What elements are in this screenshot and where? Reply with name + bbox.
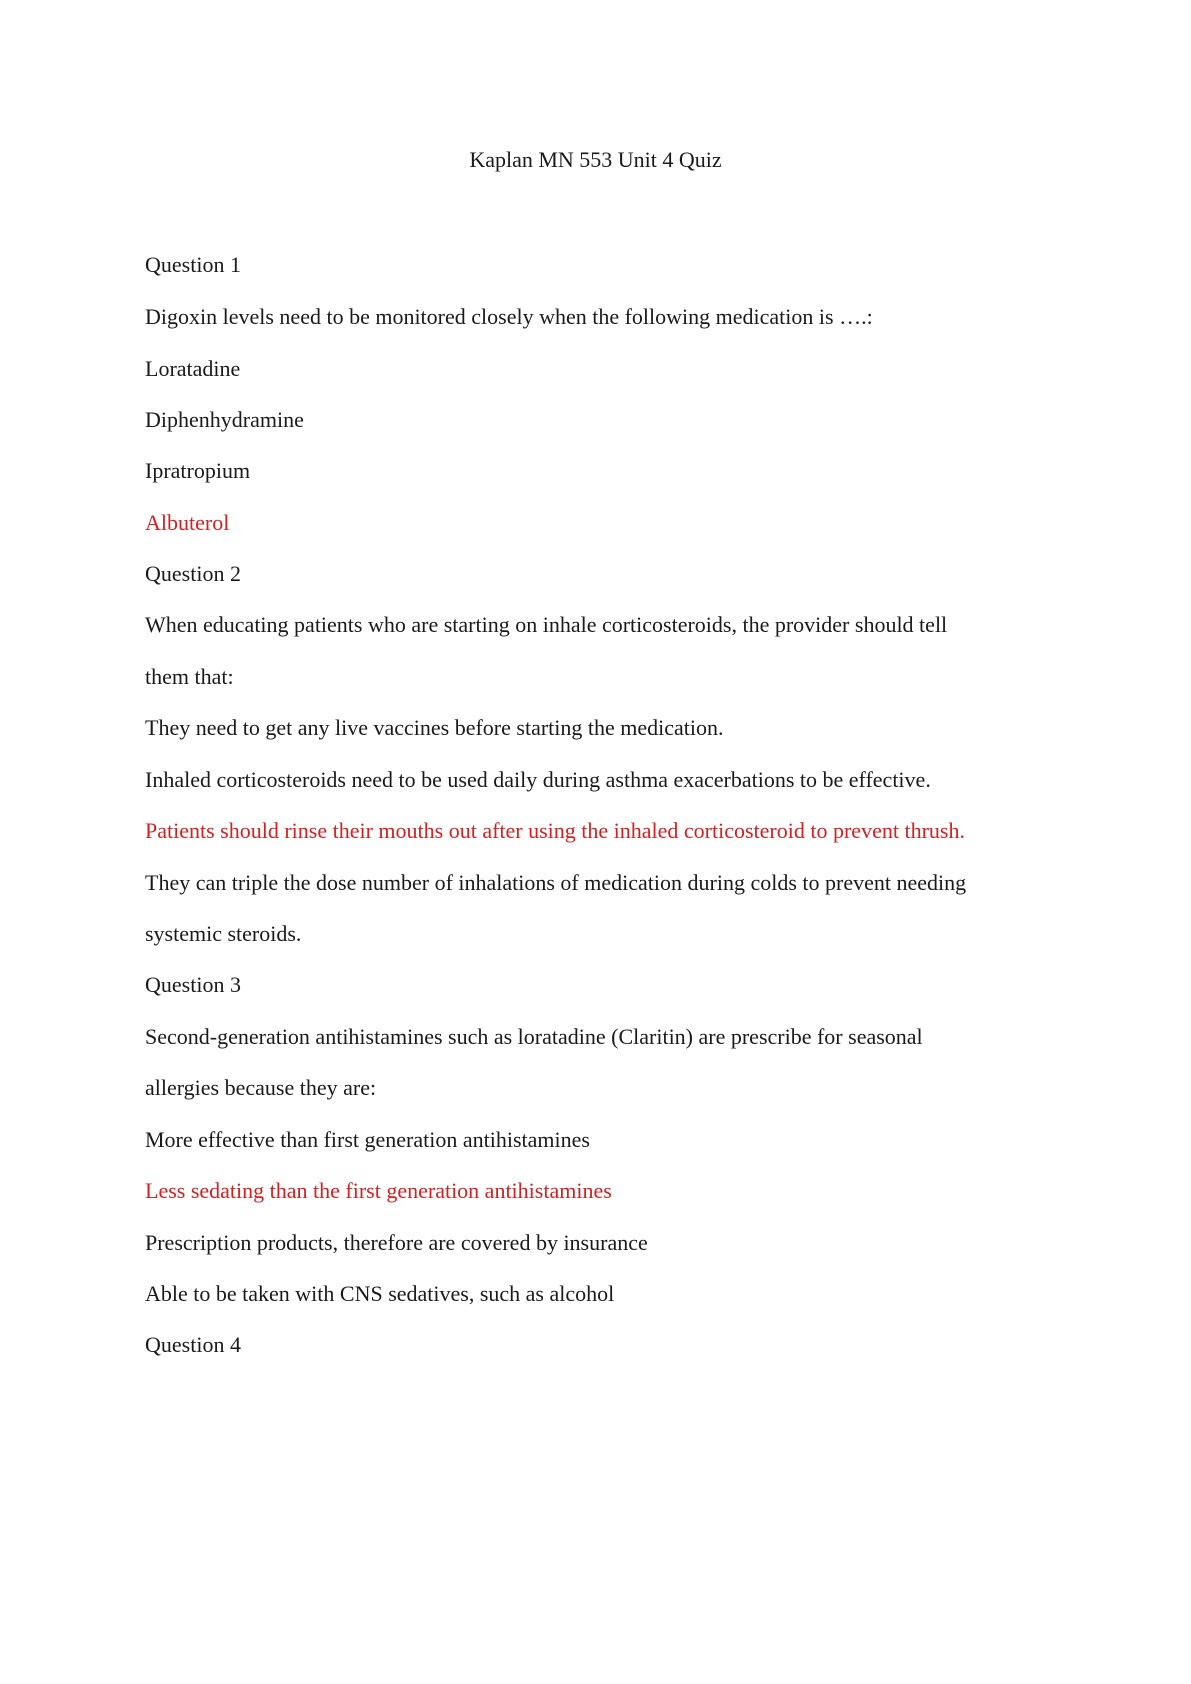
- question-2-option-3-correct: Patients should rinse their mouths out after using the inhaled corticosteroid to prevent thrush.: [145, 818, 965, 843]
- question-1-option-4-correct: Albuterol: [145, 510, 230, 535]
- question-3-option-2-correct: Less sedating than the first generation antihistamines: [145, 1178, 612, 1203]
- question-3-option-3: Prescription products, therefore are covered by insurance: [145, 1230, 648, 1255]
- question-2-option-1: They need to get any live vaccines before starting the medication.: [145, 715, 724, 740]
- question-3-prompt-line-1: Second-generation antihistamines such as loratadine (Claritin) are prescribe for seasonal: [145, 1024, 923, 1049]
- question-1-option-3: Ipratropium: [145, 458, 251, 483]
- question-1-label: Question 1: [145, 252, 241, 277]
- question-1-option-2: Diphenhydramine: [145, 407, 304, 432]
- question-2-prompt-line-2: them that:: [145, 664, 234, 689]
- question-3-option-4: Able to be taken with CNS sedatives, such as alcohol: [145, 1281, 615, 1306]
- question-1-option-1: Loratadine: [145, 356, 241, 381]
- question-1-prompt: Digoxin levels need to be monitored closely when the following medication is ….:: [145, 304, 873, 329]
- question-3-label: Question 3: [145, 972, 241, 997]
- question-4-label: Question 4: [145, 1332, 241, 1357]
- question-2-label: Question 2: [145, 561, 241, 586]
- question-3-option-1: More effective than first generation antihistamines: [145, 1127, 590, 1152]
- question-3-prompt-line-2: allergies because they are:: [145, 1075, 377, 1100]
- question-2-prompt-line-1: When educating patients who are starting on inhale corticosteroids, the provider should tell: [145, 612, 948, 637]
- question-2-option-2: Inhaled corticosteroids need to be used daily during asthma exacerbations to be effective.: [145, 767, 931, 792]
- document-title: Kaplan MN 553 Unit 4 Quiz: [469, 147, 722, 172]
- question-2-option-4-continued: systemic steroids.: [145, 921, 302, 946]
- question-2-option-4: They can triple the dose number of inhalations of medication during colds to prevent needing: [145, 870, 967, 895]
